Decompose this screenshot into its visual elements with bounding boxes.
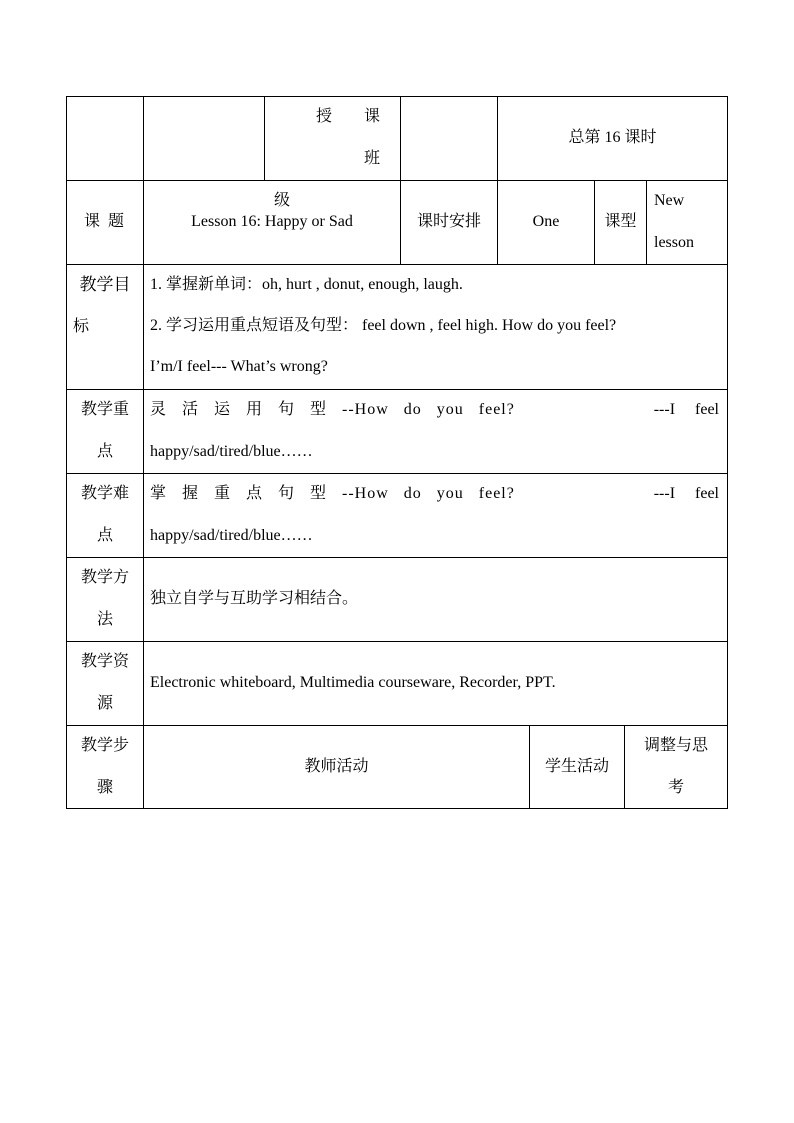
methods-value: 独立自学与互助学习相结合。 — [150, 590, 359, 607]
key-points-answer: ---I feel — [653, 401, 719, 418]
topic-label: 课 题 — [83, 213, 126, 230]
objectives-line1: 1. 掌握新单词：oh, hurt , donut, enough, laugh. — [150, 276, 463, 293]
student-activity-header: 学生活动 — [544, 758, 609, 775]
type-value — [647, 180, 727, 264]
key-points-label-line1: 教学重 — [80, 401, 129, 418]
difficult-points-label-line1: 教学难 — [80, 485, 129, 502]
steps-label-line2: 骤 — [96, 779, 113, 796]
key-points-sentence: 灵 活 运 用 句 型 --How do you feel? — [150, 401, 515, 418]
teacher-activity-header: 教师活动 — [304, 758, 369, 775]
objectives-label-line2: 标 — [73, 318, 90, 335]
type-value-line1: New — [654, 192, 685, 209]
difficult-points-label — [67, 473, 143, 557]
type-value-line2: lesson — [654, 234, 694, 251]
difficult-points-line1 — [150, 473, 719, 515]
class-label-line1: 授 课 班 — [315, 108, 394, 167]
resources-label-line2: 源 — [96, 695, 113, 712]
difficult-points-sentence: 掌 握 重 点 句 型 --How do you feel? — [150, 485, 515, 502]
objectives-label-line1: 教学目 — [79, 275, 131, 294]
schedule-label: 课时安排 — [416, 213, 481, 230]
key-points-line2: happy/sad/tired/blue…… — [150, 443, 313, 460]
adjust-reflect-line2: 考 — [667, 779, 684, 796]
topic-value: Lesson 16: Happy or Sad — [191, 213, 353, 230]
type-label: 课型 — [604, 213, 637, 230]
key-points-content — [150, 389, 719, 473]
steps-label — [67, 725, 143, 809]
methods-label — [67, 557, 143, 641]
class-label-line2: 级 — [274, 192, 291, 209]
difficult-points-content — [150, 473, 719, 557]
objectives-label — [67, 264, 143, 389]
key-points-label-line2: 点 — [96, 443, 113, 460]
steps-label-line1: 教学步 — [80, 737, 129, 754]
key-points-label — [67, 389, 143, 473]
objectives-line3: I’m/I feel--- What’s wrong? — [150, 358, 328, 375]
objectives-line2: 2. 学习运用重点短语及句型： feel down , feel high. How do you feel? — [150, 317, 617, 334]
difficult-points-answer: ---I feel — [653, 485, 719, 502]
key-points-line1 — [150, 389, 719, 431]
adjust-reflect-header — [625, 725, 727, 809]
class-label — [270, 96, 398, 209]
methods-label-line1: 教学方 — [80, 569, 129, 586]
resources-label — [67, 641, 143, 725]
total-lesson: 总第 16 课时 — [568, 129, 657, 146]
schedule-value: One — [532, 213, 560, 230]
difficult-points-label-line2: 点 — [96, 527, 113, 544]
resources-label-line1: 教学资 — [80, 653, 129, 670]
objectives-content — [150, 264, 722, 389]
adjust-reflect-line1: 调整与思 — [643, 737, 708, 754]
difficult-points-line2: happy/sad/tired/blue…… — [150, 527, 313, 544]
methods-label-line2: 法 — [96, 611, 113, 628]
resources-value: Electronic whiteboard, Multimedia courseware, Recorder, PPT. — [150, 674, 556, 691]
